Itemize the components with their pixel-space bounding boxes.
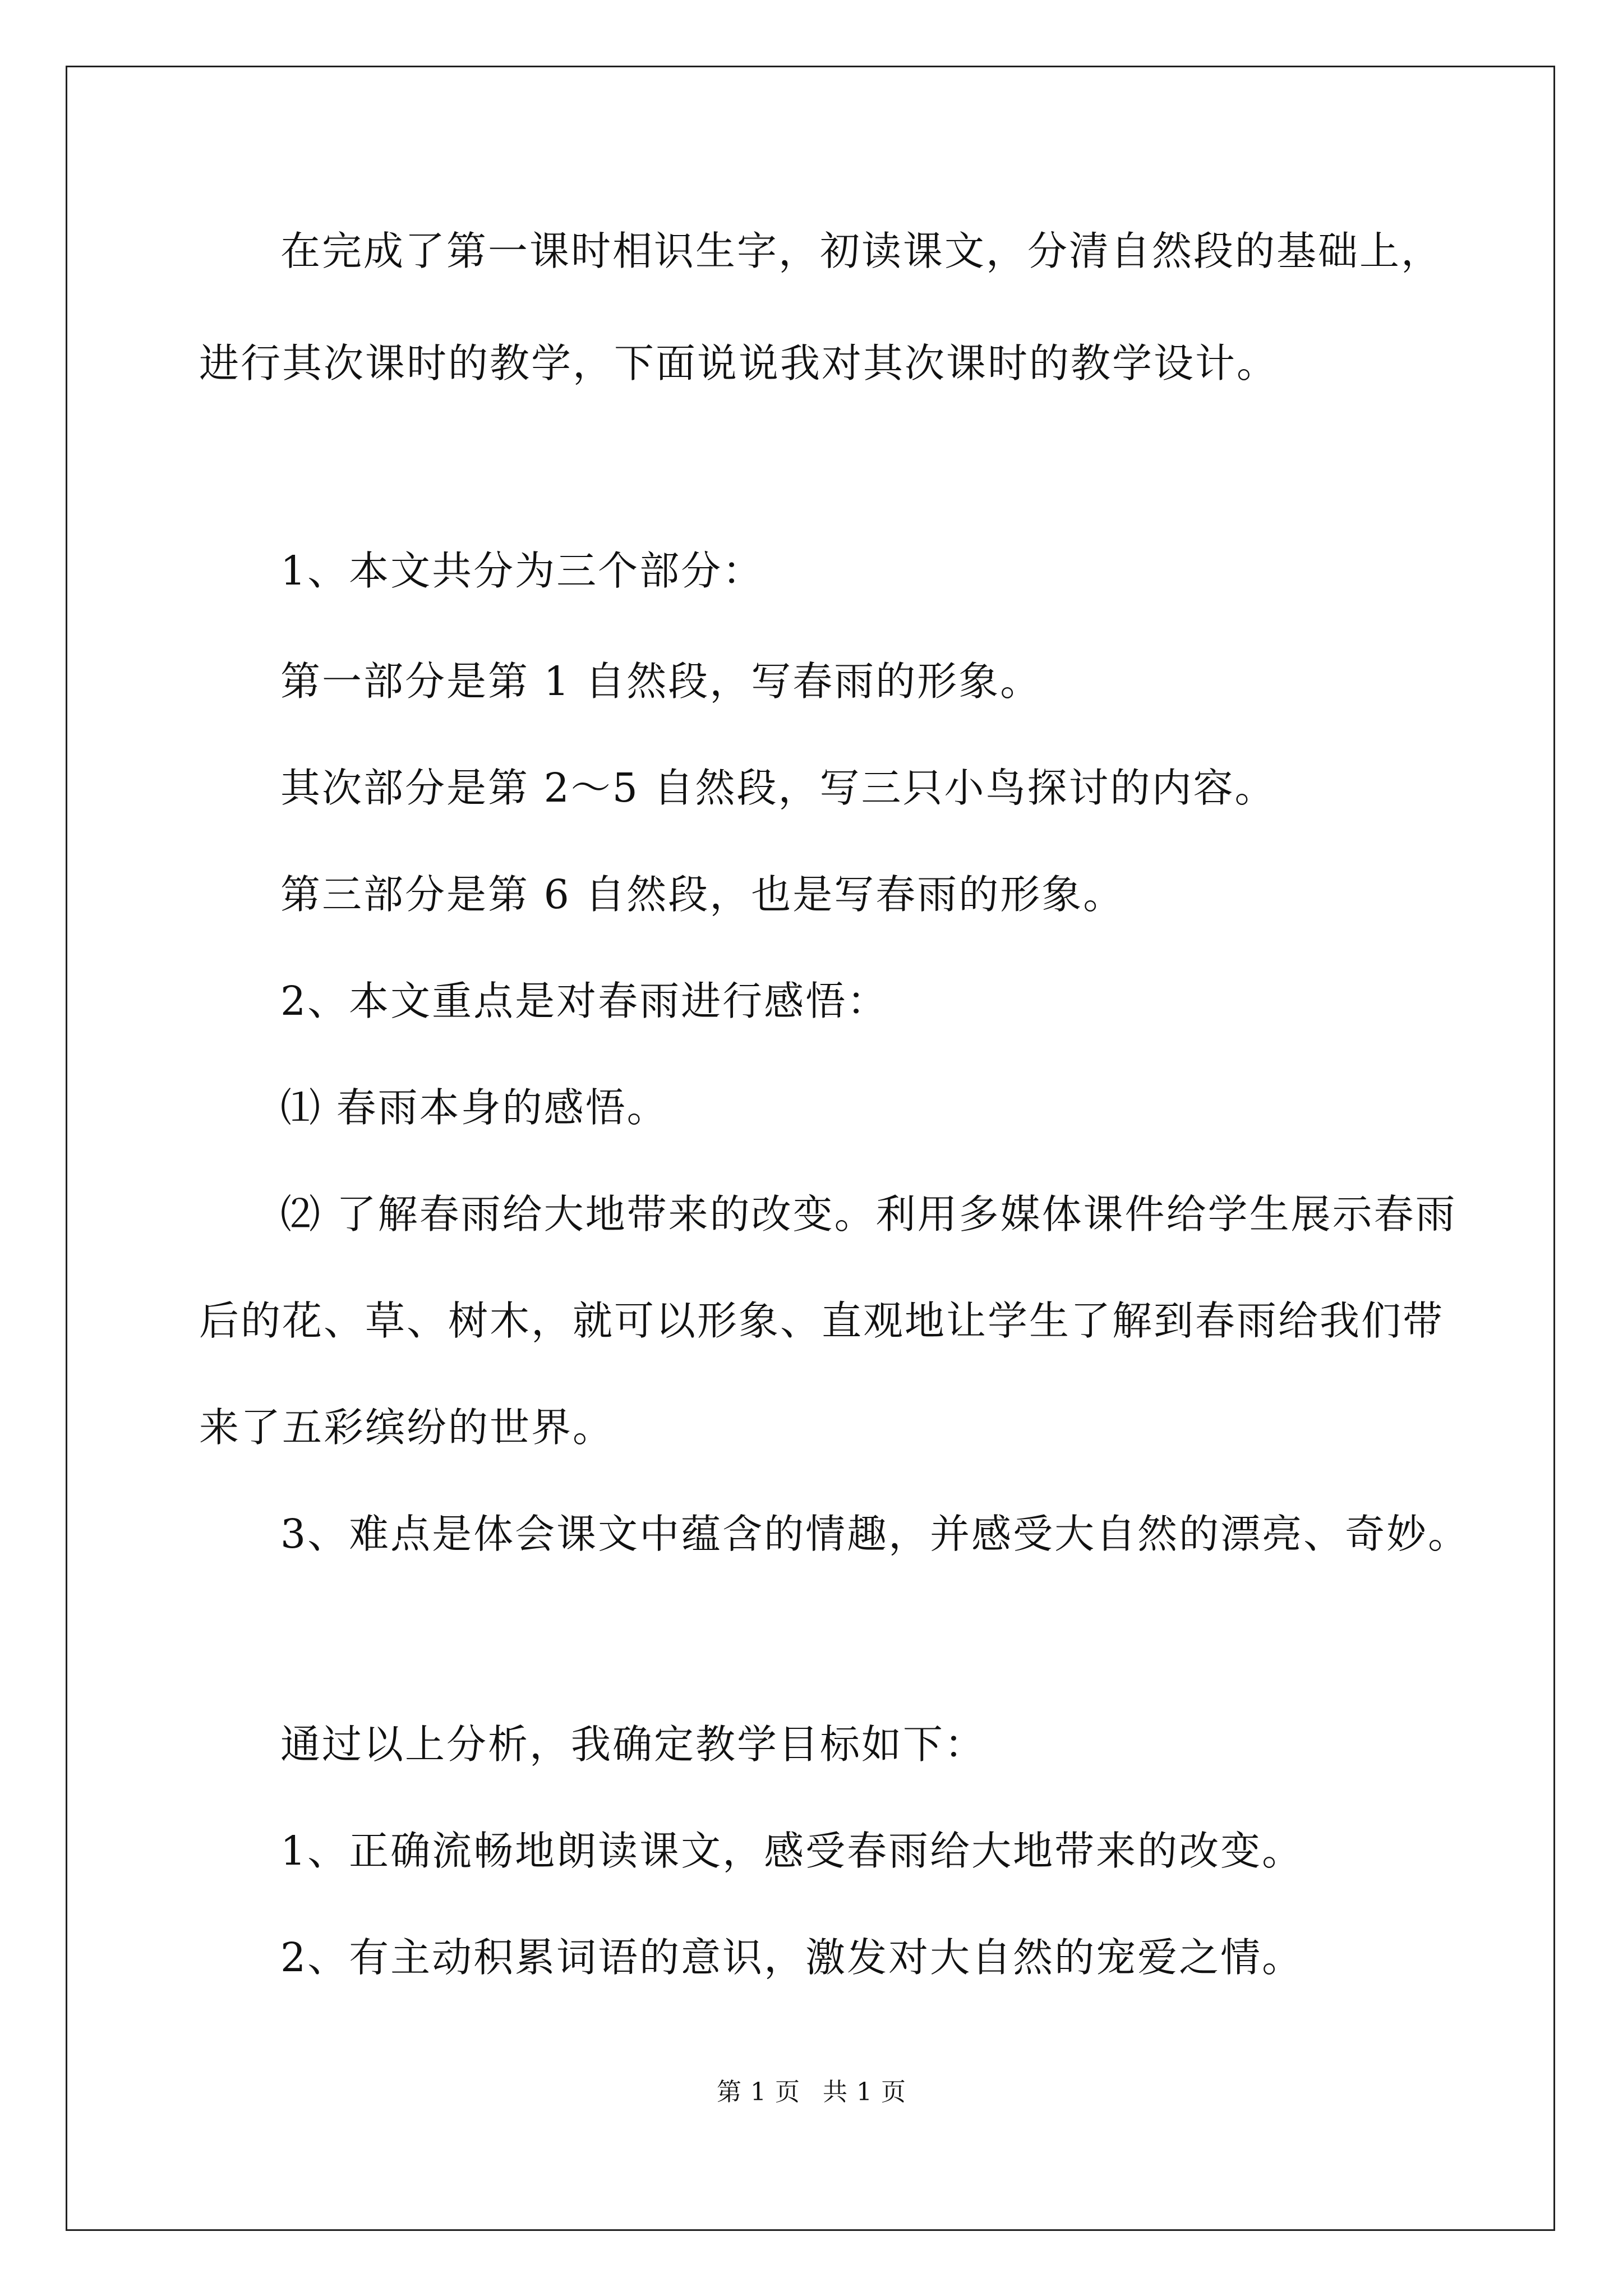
- page-number: 第 1 页: [717, 2078, 800, 2106]
- paragraph-line: 2、有主动积累词语的意识，激发对大自然的宠爱之情。: [280, 1934, 1304, 1981]
- paragraph-line: 3、难点是体会课文中蕴含的情趣，并感受大自然的漂亮、奇妙。: [280, 1511, 1470, 1557]
- paragraph-line: 第一部分是第 1 自然段，写春雨的形象。: [280, 658, 1042, 705]
- paragraph-line: 第三部分是第 6 自然段，也是写春雨的形象。: [280, 871, 1125, 918]
- paragraph-line: 1、正确流畅地朗读课文，感受春雨给大地带来的改变。: [280, 1828, 1304, 1874]
- paragraph-line: ⑴ 春雨本身的感悟。: [280, 1084, 668, 1131]
- paragraph-line: 来了五彩缤纷的世界。: [199, 1404, 615, 1451]
- paragraph-line: 进行其次课时的教学，下面说说我对其次课时的教学设计。: [199, 340, 1279, 386]
- paragraph-line: 2、本文重点是对春雨进行感悟：: [280, 978, 889, 1024]
- paragraph-line: ⑵ 了解春雨给大地带来的改变。利用多媒体课件给学生展示春雨: [280, 1191, 1457, 1237]
- paragraph-line: 通过以上分析，我确定教学目标如下：: [280, 1721, 986, 1768]
- page-footer: [0, 2076, 1623, 2109]
- paragraph-line: 1、本文共分为三个部分：: [280, 547, 764, 594]
- paragraph-line: 在完成了第一课时相识生字，初读课文，分清自然段的基础上，: [280, 228, 1443, 274]
- paragraph-line: 其次部分是第 2～5 自然段，写三只小鸟探讨的内容。: [280, 765, 1276, 811]
- page-count: 共 1 页: [823, 2078, 906, 2106]
- paragraph-line: 后的花、草、树木，就可以形象、直观地让学生了解到春雨给我们带: [199, 1297, 1445, 1344]
